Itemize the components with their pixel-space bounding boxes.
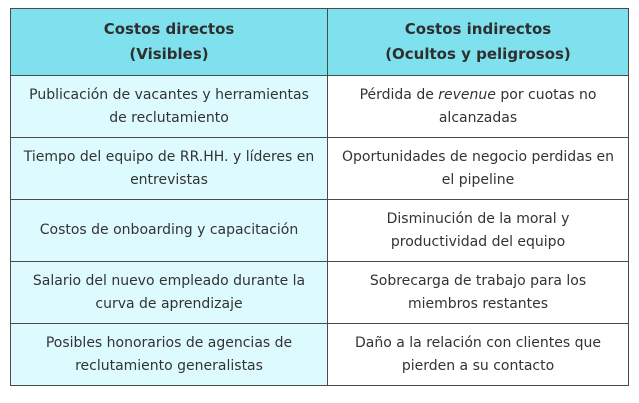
table-row (11, 76, 629, 138)
direct-cost-cell: Posibles honorarios de agencias de reclutamiento generalistas (11, 324, 328, 386)
header-direct-costs (11, 9, 328, 76)
direct-cost-cell: Publicación de vacantes y herramientas de reclutamiento (11, 76, 328, 138)
cost-comparison-table (10, 8, 629, 386)
indirect-cost-cell: Oportunidades de negocio perdidas en el pipeline (328, 138, 629, 200)
direct-cost-cell: Salario del nuevo empleado durante la curva de aprendizaje (11, 262, 328, 324)
header-direct-subtitle: (Visibles) (129, 45, 209, 63)
header-indirect-subtitle: (Ocultos y peligrosos) (385, 45, 571, 63)
direct-cost-cell: Tiempo del equipo de RR.HH. y líderes en entrevistas (11, 138, 328, 200)
indirect-cost-emphasis: revenue (438, 86, 496, 103)
table-row (11, 138, 629, 200)
table-header-row (11, 9, 629, 76)
header-indirect-costs (328, 9, 629, 76)
table-row (11, 324, 629, 386)
indirect-cost-text: Pérdida de (359, 86, 439, 103)
indirect-cost-cell: Sobrecarga de trabajo para los miembros restantes (328, 262, 629, 324)
indirect-cost-cell: Daño a la relación con clientes que pierden a su contacto (328, 324, 629, 386)
header-indirect-title: Costos indirectos (404, 20, 552, 38)
indirect-cost-cell (328, 76, 629, 138)
direct-cost-cell: Costos de onboarding y capacitación (11, 200, 328, 262)
indirect-cost-cell: Disminución de la moral y productividad del equipo (328, 200, 629, 262)
indirect-cost-text: por cuotas no alcanzadas (438, 86, 597, 126)
table-row (11, 200, 629, 262)
table-row (11, 262, 629, 324)
header-direct-title: Costos directos (103, 20, 235, 38)
